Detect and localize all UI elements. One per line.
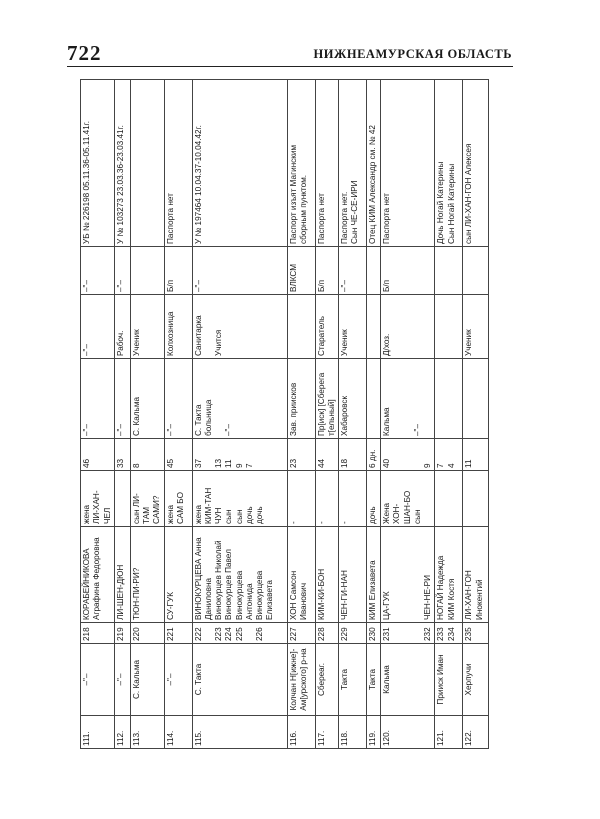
cell-ids: 218 [81,623,115,644]
cell-job [287,295,315,359]
cell-job: Ученик [339,295,367,359]
cell-party: ВЛКСМ [287,247,315,295]
cell-party [130,247,164,295]
cell-age: 18 [339,439,367,471]
cell-age: 6 дн. [367,439,381,471]
cell-job: –"– [81,295,115,359]
cell-address: Зав. приисков [287,359,315,439]
cell-n: 120. [381,716,435,749]
cell-address: –"– [164,359,192,439]
cell-names: ЦА-ГУК ЧЕН-НЕ-РИ [381,527,435,623]
cell-place: –"– [164,644,192,716]
cell-names: КОРАБЕЙНИКОВА Аграфина Федоровна [81,527,115,623]
cell-age: 45 [164,439,192,471]
cell-n: 118. [339,716,367,749]
running-head: НИЖНЕАМУРСКАЯ ОБЛАСТЬ [313,47,512,61]
cell-job: Санитарка Учится [192,295,287,359]
cell-names: СУ-ГУК [164,527,192,623]
cell-n: 111. [81,716,115,749]
cell-job: Ученик [463,295,489,359]
cell-address [367,359,381,439]
table-row [164,80,192,749]
cell-place: –"– [114,644,130,716]
cell-age: 8 [130,439,164,471]
cell-address: Хабаровск [339,359,367,439]
cell-notes: Паспорта нет [164,80,192,247]
cell-names: ЛИ-ШЕН-ДЮН [114,527,130,623]
cell-place: –"– [81,644,115,716]
cell-place: Такта [339,644,367,716]
cell-ids: 227 [287,623,315,644]
table-row [381,80,435,749]
cell-ids: 228 [315,623,339,644]
cell-age: 33 [114,439,130,471]
cell-place: Кальма [381,644,435,716]
cell-n: 122. [463,716,489,749]
cell-place: С. Такта [192,644,287,716]
cell-ids: 220 [130,623,164,644]
table-row [287,80,315,749]
cell-rel [114,471,130,527]
cell-n: 119. [367,716,381,749]
cell-rel: жена КИМ-ТАН ЧУН сын сын дочь дочь [192,471,287,527]
cell-age: 37 13 11 9 7 [192,439,287,471]
cell-notes [130,80,164,247]
cell-rel: жена САМ БО [164,471,192,527]
cell-notes: Паспорта нет [381,80,435,247]
cell-notes: Отец КИМ Александр см. № 42 [367,80,381,247]
cell-n: 116. [287,716,315,749]
cell-rel [435,471,463,527]
cell-party: –"– [339,247,367,295]
cell-party: Б/п [381,247,435,295]
table-row [435,80,463,749]
cell-address: С. Такта больница –"– [192,359,287,439]
cell-address: Кальма –"– [381,359,435,439]
cell-names: ЧЕН-ГИ-НАН [339,527,367,623]
cell-notes: Паспорта нет [315,80,339,247]
cell-notes: У № 103273 23.03.36-23.03.41г. [114,80,130,247]
cell-party: –"– [81,247,115,295]
cell-ids: 231 232 [381,623,435,644]
cell-age: 44 [315,439,339,471]
cell-age: 40 9 [381,439,435,471]
cell-age: 7 4 [435,439,463,471]
cell-party: –"– [192,247,287,295]
cell-notes: Паспорт изъят Магинским сборным пунктом. [287,80,315,247]
register-table [80,79,489,749]
cell-rel: сын ЛИ- ТАМ САМИ? [130,471,164,527]
cell-n: 112. [114,716,130,749]
cell-rel: - [287,471,315,527]
table-row [81,80,115,749]
cell-notes: Дочь Ногай Катерины Сын Ногай Катерины [435,80,463,247]
cell-job [435,295,463,359]
cell-rel [463,471,489,527]
table-row [339,80,367,749]
cell-n: 121. [435,716,463,749]
cell-ids: 219 [114,623,130,644]
page-number: 722 [67,41,102,65]
cell-job: Ученик [130,295,164,359]
cell-rel: Жена ХОН- ШАН-БО сын [381,471,435,527]
cell-ids: 221 [164,623,192,644]
cell-ids: 230 [367,623,381,644]
cell-age: 11 [463,439,489,471]
cell-place: Такта [367,644,381,716]
cell-party [367,247,381,295]
cell-notes: Паспорта нет. Сын ЧЕ-СЕ-ИРИ [339,80,367,247]
cell-party [463,247,489,295]
cell-address: Пр[иск] [Сберега т[ельный] [315,359,339,439]
cell-party: Б/п [164,247,192,295]
cell-address: С. Кальма [130,359,164,439]
table-row [315,80,339,749]
cell-age: 46 [81,439,115,471]
cell-ids: 233 234 [435,623,463,644]
cell-names: КИМ Елизавета [367,527,381,623]
cell-notes: УБ № 226198 05.11.36-05.11.41г. [81,80,115,247]
cell-rel: жена ЛИ-ХАН- ЧЕЛ [81,471,115,527]
cell-job: Колхозница [164,295,192,359]
cell-n: 117. [315,716,339,749]
cell-place: Колчан Н[ижне]- Ам[урского] р-на [287,644,315,716]
header-rule [67,66,513,67]
cell-names: ХОН Самсон Иванович [287,527,315,623]
cell-notes: сын ЛИ-ХАН-ГОН Алексея [463,80,489,247]
cell-place: Сбереаг. [315,644,339,716]
cell-age: 23 [287,439,315,471]
cell-place: Херпучи [463,644,489,716]
cell-place: С. Кальма [130,644,164,716]
cell-rel: дочь [367,471,381,527]
cell-names: ЛИ-ХАН-ГОН Инокентий [463,527,489,623]
cell-n: 115. [192,716,287,749]
cell-names: КИМ-КИ-БОН [315,527,339,623]
cell-job: Д/хоз. [381,295,435,359]
cell-address [463,359,489,439]
cell-ids: 235 [463,623,489,644]
cell-n: 114. [164,716,192,749]
cell-names: ТЮН-ПИ-РИ? [130,527,164,623]
cell-address: –"– [114,359,130,439]
table-row [367,80,381,749]
table-row [192,80,287,749]
cell-party: Б/п [315,247,339,295]
cell-ids: 229 [339,623,367,644]
cell-job: Рабоч. [114,295,130,359]
cell-party: –"– [114,247,130,295]
cell-n: 113. [130,716,164,749]
cell-rel: - [315,471,339,527]
table-row [463,80,489,749]
cell-address: –"– [81,359,115,439]
table-row [130,80,164,749]
cell-names: ВИНОКУРЦЕВА Анна Даниловна Винокурцев Николай Винокурцев Павел Винокурцева Антонида Винокурцева Елизавета [192,527,287,623]
cell-rel: - [339,471,367,527]
cell-place: Прииск Иман [435,644,463,716]
cell-names: НОГАЙ Надежда КИМ Костя [435,527,463,623]
cell-job [367,295,381,359]
rotated-table [80,80,484,749]
cell-ids: 222 223 224 225 226 [192,623,287,644]
cell-address [435,359,463,439]
cell-job: Старатель [315,295,339,359]
table-frame [80,80,484,749]
table-row [114,80,130,749]
cell-party [435,247,463,295]
cell-notes: У № 197464 10.04.37-10.04.42г. [192,80,287,247]
